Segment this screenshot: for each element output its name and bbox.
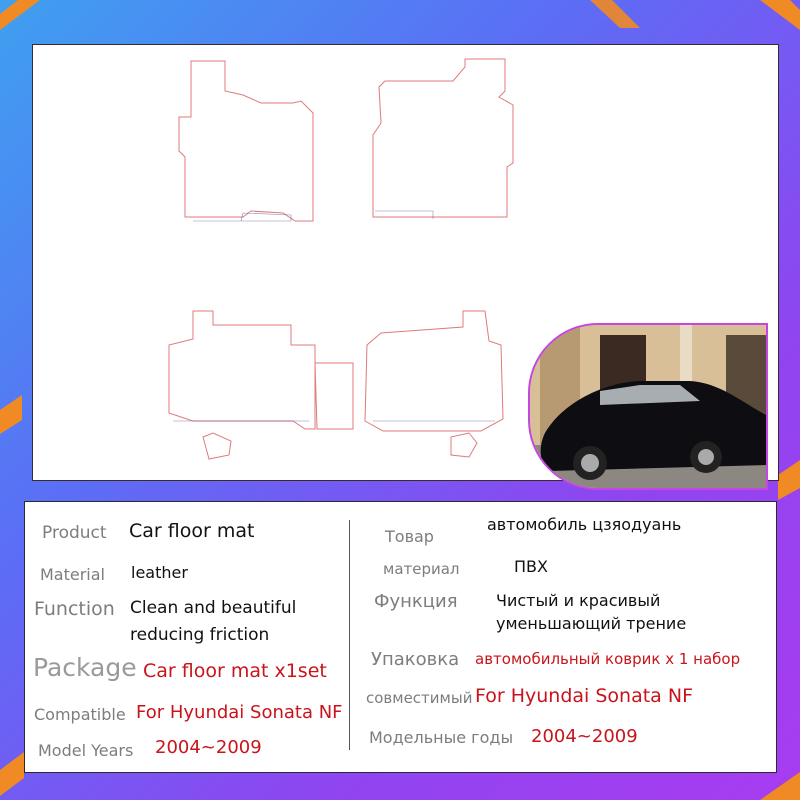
material-label-ru: материал xyxy=(383,560,460,578)
model-years-value: 2004~2009 xyxy=(155,737,262,758)
compatible-value: For Hyundai Sonata NF xyxy=(136,702,343,723)
product-label: Product xyxy=(42,523,107,543)
car-photo-icon xyxy=(528,323,768,490)
model-years-label-ru: Модельные годы xyxy=(369,728,514,747)
function-value-line2: reducing friction xyxy=(130,625,270,645)
package-value-ru: автомобильный коврик x 1 набор xyxy=(475,650,741,668)
package-value: Car floor mat x1set xyxy=(143,660,327,682)
material-value: leather xyxy=(131,563,188,582)
package-label-ru: Упаковка xyxy=(371,649,460,670)
function-label: Function xyxy=(34,598,115,620)
compatible-value-ru: For Hyundai Sonata NF xyxy=(475,685,694,707)
product-value: Car floor mat xyxy=(129,520,255,542)
function-value-ru-line2: уменьшающий трение xyxy=(496,614,687,633)
function-value-line1: Clean and beautiful xyxy=(130,598,297,618)
product-value-ru: автомобиль цзяодуань xyxy=(487,515,682,534)
model-years-label: Model Years xyxy=(38,741,134,760)
material-value-ru: ПВХ xyxy=(514,557,548,576)
package-label: Package xyxy=(33,653,137,682)
product-label-ru: Товар xyxy=(385,527,434,546)
compatible-label-ru: совместимый xyxy=(366,689,473,707)
model-years-value-ru: 2004~2009 xyxy=(531,726,638,747)
function-label-ru: Функция xyxy=(374,591,458,612)
function-value-ru-line1: Чистый и красивый xyxy=(496,591,661,610)
column-divider xyxy=(349,520,350,750)
material-label: Material xyxy=(40,565,105,584)
compatible-label: Compatible xyxy=(34,705,126,724)
